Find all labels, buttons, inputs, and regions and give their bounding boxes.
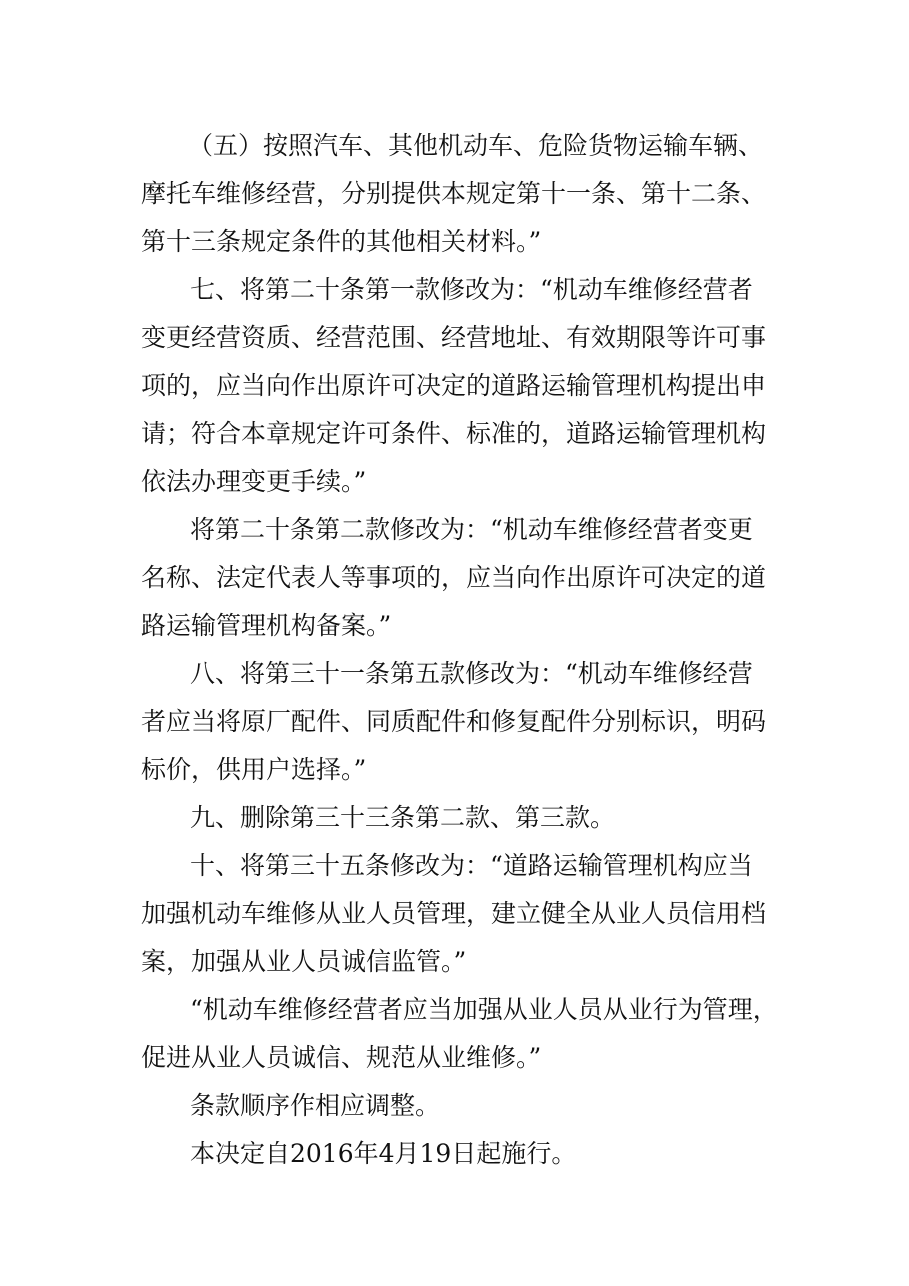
item-7b-line-3: [0, 606, 909, 646]
paragraph-text: “机动车维修经营者应当加强从业人员从业行为管理，: [190, 995, 778, 1024]
paragraph-text: 十、将第三十五条修改为：“道路运输管理机构应当: [190, 851, 753, 880]
paragraph-5-line-3: [0, 222, 909, 262]
paragraph-text: 七、将第二十条第一款修改为：“机动车维修经营者: [190, 275, 753, 304]
paragraph-text: 路运输管理机构备案。”: [141, 611, 392, 640]
item-9-line-1: [0, 798, 909, 838]
effective-date-line-1: [0, 1134, 909, 1174]
paragraph-text: 加强机动车维修从业人员管理，建立健全从业人员信用档: [141, 899, 767, 928]
item-8-line-2: [0, 702, 909, 742]
paragraph-text: 依法办理变更手续。”: [141, 467, 367, 496]
item-10b-line-1: [0, 990, 909, 1030]
paragraph-text: 摩托车维修经营，分别提供本规定第十一条、第十二条、: [141, 179, 767, 208]
item-10-line-2: [0, 894, 909, 934]
order-line-1: [0, 1086, 909, 1126]
paragraph-text: 本决定自2016年4月19日起施行。: [190, 1139, 577, 1168]
item-7-line-1: [0, 270, 909, 310]
paragraph-text: 名称、法定代表人等事项的，应当向作出原许可决定的道: [141, 563, 767, 592]
paragraph-text: 案，加强从业人员诚信监管。”: [141, 947, 467, 976]
paragraph-5-line-1: [0, 126, 909, 166]
paragraph-text: 促进从业人员诚信、规范从业维修。”: [141, 1043, 542, 1072]
item-8-line-1: [0, 654, 909, 694]
item-7b-line-2: [0, 558, 909, 598]
item-7-line-2: [0, 318, 909, 358]
item-10-line-1: [0, 846, 909, 886]
paragraph-5-line-2: [0, 174, 909, 214]
item-10-line-3: [0, 942, 909, 982]
paragraph-text: 九、删除第三十三条第二款、第三款。: [190, 803, 616, 832]
item-7-line-4: [0, 414, 909, 454]
paragraph-text: 八、将第三十一条第五款修改为：“机动车维修经营: [190, 659, 753, 688]
paragraph-text: 第十三条规定条件的其他相关材料。”: [141, 227, 542, 256]
item-7b-line-1: [0, 510, 909, 550]
item-7-line-5: [0, 462, 909, 502]
paragraph-text: 标价，供用户选择。”: [141, 755, 367, 784]
paragraph-text: 者应当将原厂配件、同质配件和修复配件分别标识，明码: [141, 707, 767, 736]
paragraph-text: 条款顺序作相应调整。: [190, 1091, 441, 1120]
item-7-line-3: [0, 366, 909, 406]
paragraph-text: 请；符合本章规定许可条件、标准的，道路运输管理机构: [141, 419, 767, 448]
paragraph-text: （五）按照汽车、其他机动车、危险货物运输车辆、: [188, 131, 764, 160]
paragraph-text: 变更经营资质、经营范围、经营地址、有效期限等许可事: [141, 323, 767, 352]
item-8-line-3: [0, 750, 909, 790]
paragraph-text: 将第二十条第二款修改为：“机动车维修经营者变更: [190, 515, 753, 544]
item-10b-line-2: [0, 1038, 909, 1078]
paragraph-text: 项的，应当向作出原许可决定的道路运输管理机构提出申: [141, 371, 767, 400]
